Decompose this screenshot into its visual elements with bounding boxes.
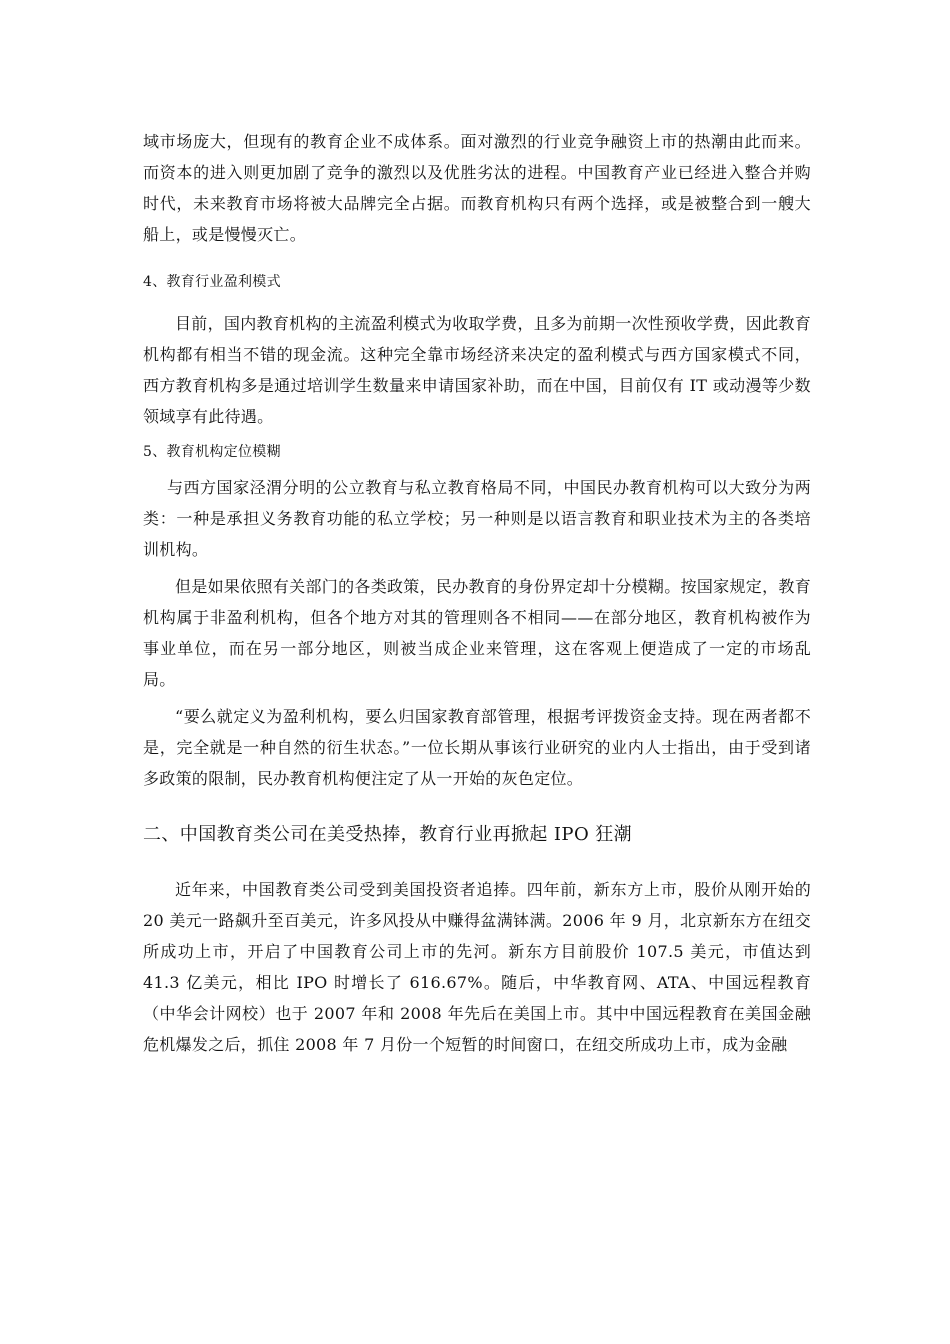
section-5-paragraph-3: “要么就定义为盈利机构，要么归国家教育部管理，根据考评拨资金支持。现在两者都不是，完全就是一种自然的衍生状态。”一位长期从事该行业研究的业内人士指出，由于受到诸多政策的限制，民办教育机构便注定了从一开始的灰色定位。 xyxy=(143,707,811,788)
section-4-heading: 4、教育行业盈利模式 xyxy=(143,274,281,290)
part-2-paragraph: 近年来，中国教育类公司受到美国投资者追捧。四年前，新东方上市，股价从刚开始的 20 美元一路飙升至百美元，许多风投从中赚得盆满钵满。2006 年 9 月，北京新东方在纽交所成功上市，开启了中国教育公司上市的先河。新东方目前股价 107.5 美元，市值达到 41.3 亿美元，相比 IPO 时增长了 616.67%。随后，中华教育网、ATA、中国远程教育（中华会计网校）也于 2007 年和 2008 年先后在美国上市。其中中国远程教育在美国金融危机爆发之后，抓住 2008 年 7 月份一个短暂的时间窗口，在纽交所成功上市，成为金融 xyxy=(143,880,811,1054)
document-body xyxy=(143,126,811,1060)
part-2-heading: 二、中国教育类公司在美受热捧，教育行业再掀起 IPO 狂潮 xyxy=(143,824,633,845)
section-5-heading: 5、教育机构定位模糊 xyxy=(143,444,281,460)
intro-paragraph: 域市场庞大，但现有的教育企业不成体系。面对激烈的行业竞争融资上市的热潮由此而来。而资本的进入则更加剧了竞争的激烈以及优胜劣汰的进程。中国教育产业已经进入整合并购时代，未来教育市场将被大品牌完全占据。而教育机构只有两个选择，或是被整合到一艘大船上，或是慢慢灭亡。 xyxy=(143,132,811,244)
section-5-paragraph-2: 但是如果依照有关部门的各类政策，民办教育的身份界定却十分模糊。按国家规定，教育机构属于非盈利机构，但各个地方对其的管理则各不相同——在部分地区，教育机构被作为事业单位，而在另一部分地区，则被当成企业来管理，这在客观上便造成了一定的市场乱局。 xyxy=(143,577,811,689)
section-5-paragraph-1: 与西方国家泾渭分明的公立教育与私立教育格局不同，中国民办教育机构可以大致分为两类：一种是承担义务教育功能的私立学校；另一种则是以语言教育和职业技术为主的各类培训机构。 xyxy=(143,478,811,559)
section-4-paragraph: 目前，国内教育机构的主流盈利模式为收取学费，且多为前期一次性预收学费，因此教育机构都有相当不错的现金流。这种完全靠市场经济来决定的盈利模式与西方国家模式不同，西方教育机构多是通过培训学生数量来申请国家补助，而在中国，目前仅有 IT 或动漫等少数领域享有此待遇。 xyxy=(143,314,811,426)
